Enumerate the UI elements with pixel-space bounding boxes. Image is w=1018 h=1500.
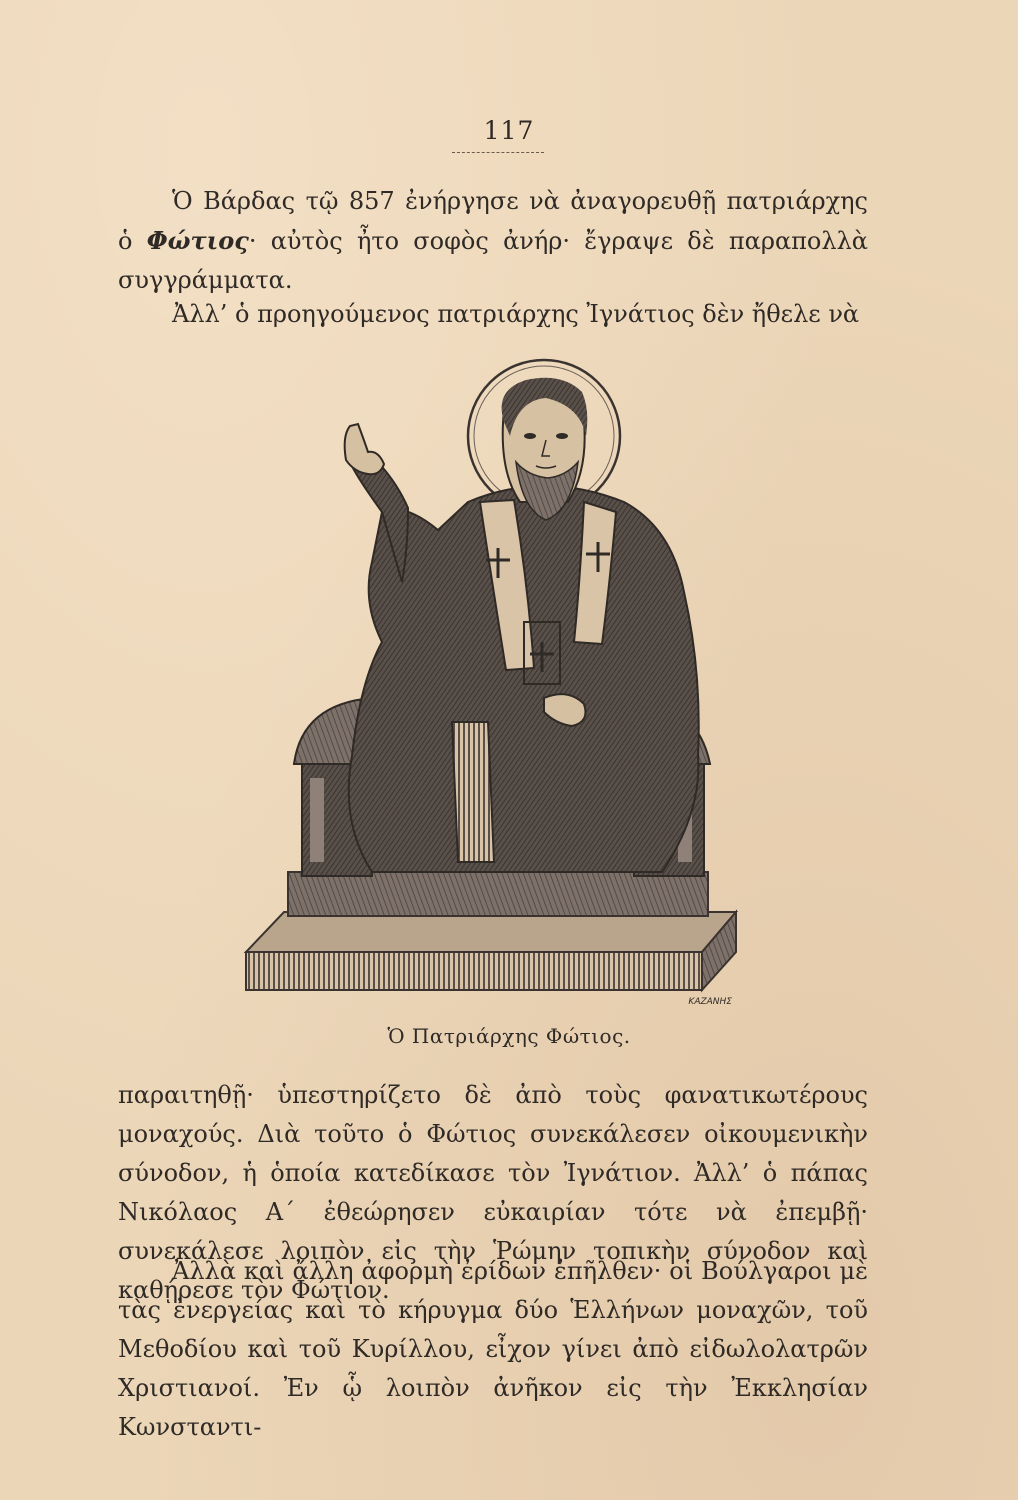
- paragraph-3: παραιτηθῇ· ὑπεστηρίζετο δὲ ἀπὸ τοὺς φανατικωτέρους μοναχούς. Διὰ τοῦτο ὁ Φώτιος συνεκάλεσεν οἰκουμενικὴν σύνοδον, ἡ ὁποία κατεδίκασε τὸν Ἰγνάτιον. Ἀλλ’ ὁ πάπας Νικόλαος Α΄ ἐθεώρησεν εὐκαιρίαν τότε νὰ ἐπεμβῇ· συνεκάλεσε λοιπὸν εἰς τὴν Ῥώμην τοπικὴν σύνοδον καὶ καθῄρεσε τὸν Φώτιον.: [118, 1081, 868, 1304]
- paragraph-1-lead: Ὁ Βάρδας τῷ 857 ἐνήργησε νὰ ἀναγορευθῇ πατριάρχης ὁ: [118, 187, 868, 255]
- paragraph-1-rest: · αὐτὸς ἦτο σοφὸς ἀνήρ· ἔγραψε δὲ παραπολλὰ συγγράμματα.: [118, 227, 869, 294]
- platform: [246, 912, 736, 990]
- engraving-svg: [232, 352, 756, 1010]
- page-number-rule: [452, 152, 544, 153]
- blessing-hand: [345, 424, 384, 474]
- figure-caption: Ὁ Πατριάρχης Φώτιος.: [387, 1024, 631, 1048]
- paragraph-4: Ἀλλὰ καὶ ἄλλη ἀφορμὴ ἐρίδων ἐπῆλθεν· οἱ Βούλγαροι μὲ τὰς ἐνεργείας καὶ τὸ κήρυγμα δύο Ἑλλήνων μοναχῶν, τοῦ Μεθοδίου καὶ τοῦ Κυρίλλου, εἶχον γίνει ἀπὸ εἰδωλολατρῶν Χριστιανοί. Ἐν ᾧ λοιπὸν ἀνῆκον εἰς τὴν Ἐκκλησίαν Κωνσταντι-: [118, 1257, 868, 1441]
- paragraph-2: Ἀλλ’ ὁ προηγούμενος πατριάρχης Ἰγνάτιος δὲν ἤθελε νὰ: [172, 300, 860, 328]
- epitrachelion: [452, 722, 494, 862]
- engraver-signature: ΚΑΖΑΝΗΣ: [688, 997, 732, 1007]
- photius-name: Φώτιος: [146, 226, 249, 255]
- page-number: 117: [483, 116, 535, 145]
- patriarch-illustration: [232, 352, 756, 1010]
- paragraph-1: [118, 182, 868, 300]
